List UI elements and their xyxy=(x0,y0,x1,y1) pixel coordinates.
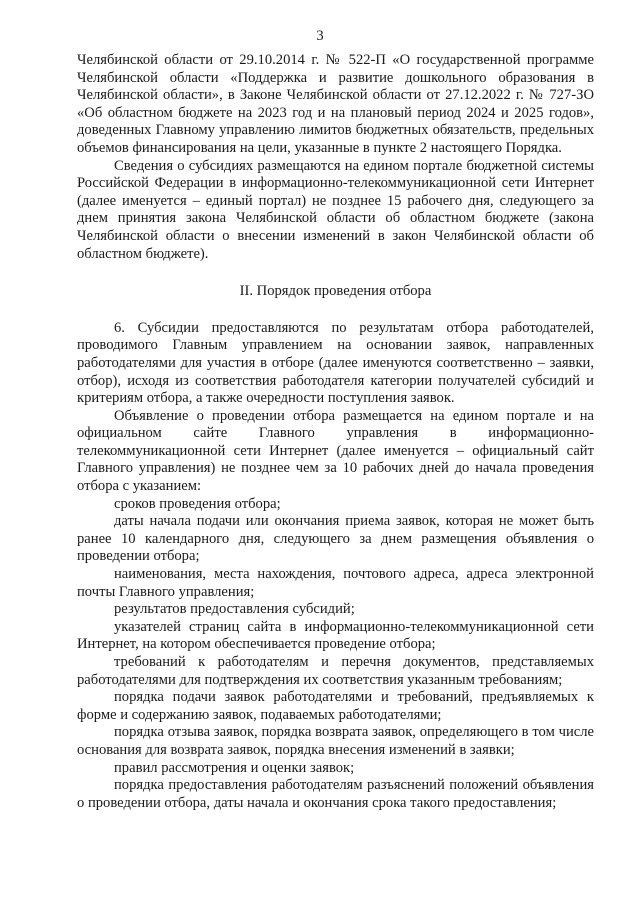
list-item-site-pages: указателей страниц сайта в информационно-телекоммуникационной сети Интернет, на котором обеспечивается проведение отбора; xyxy=(77,618,594,653)
paragraph-announcement: Объявление о проведении отбора размещается на едином портале и на официальном сайте Главного управления в информационно-телекоммуникационной сети Интернет (далее именуется – официальный сайт Главного управления) не позднее чем за 10 рабочих дней до начала проведения отбора с указанием: xyxy=(77,407,594,495)
list-item-withdrawal-order: порядка отзыва заявок, порядка возврата заявок, определяющего в том числе основания для возврата заявок, порядка внесения изменений в заявки; xyxy=(77,724,594,758)
list-item-dates: даты начала подачи или окончания приема заявок, которая не может быть ранее 10 календарного дня, следующего за днем размещения объявления о проведении отбора; xyxy=(77,513,594,565)
page-number: 3 xyxy=(316,28,324,44)
list-item-submission-order: порядка подачи заявок работодателями и требований, предъявляемых к форме и содержанию заявок, подаваемых работодателями; xyxy=(77,689,594,723)
list-item-terms: сроков проведения отбора; xyxy=(114,495,281,512)
list-item-results: результатов предоставления субсидий; xyxy=(114,601,355,618)
section-heading: II. Порядок проведения отбора xyxy=(239,283,432,300)
intro-paragraph-continued: Челябинской области от 29.10.2014 г. № 522-П «О государственной программе Челябинской области «Поддержка и развитие дошкольного образования в Челябинской области», в Законе Челябинской области от 27.12.2022 г. № 727-ЗО «Об областном бюджете на 2023 год и на плановый период 2024 и 2025 годов», доведенных Главному управлению лимитов бюджетных обязательств, предельных объемов финансирования на цели, указанные в пункте 2 настоящего Порядка. xyxy=(77,52,594,156)
paragraph-item-6: 6. Субсидии предоставляются по результатам отбора работодателей, проводимого Главным управлением на основании заявок, направленных работодателями для участия в отборе (далее именуются соответственно – заявки, отбор), исходя из соответствия работодателя категории получателей субсидий и критериям отбора, а также очередности поступления заявок. xyxy=(77,319,594,407)
list-item-address: наименования, места нахождения, почтового адреса, адреса электронной почты Главного управления; xyxy=(77,566,594,600)
list-item-clarifications: порядка предоставления работодателям разъяснений положений объявления о проведении отбора, даты начала и окончания срока такого предоставления; xyxy=(77,777,594,811)
intro-paragraph-subsidy-info: Сведения о субсидиях размещаются на едином портале бюджетной системы Российской Федерации в информационно-телекоммуникационной сети Интернет (далее именуется – единый портал) не позднее 15 рабочего дня, следующего за днем принятия закона Челябинской области об областном бюджете (закона Челябинской области о внесении изменений в закон Челябинской области об областном бюджете). xyxy=(77,157,594,262)
document-body xyxy=(77,52,594,812)
list-item-requirements: требований к работодателям и перечня документов, представляемых работодателями для подтверждения их соответствия указанным требованиям; xyxy=(77,654,594,688)
list-item-review-rules: правил рассмотрения и оценки заявок; xyxy=(114,759,355,776)
